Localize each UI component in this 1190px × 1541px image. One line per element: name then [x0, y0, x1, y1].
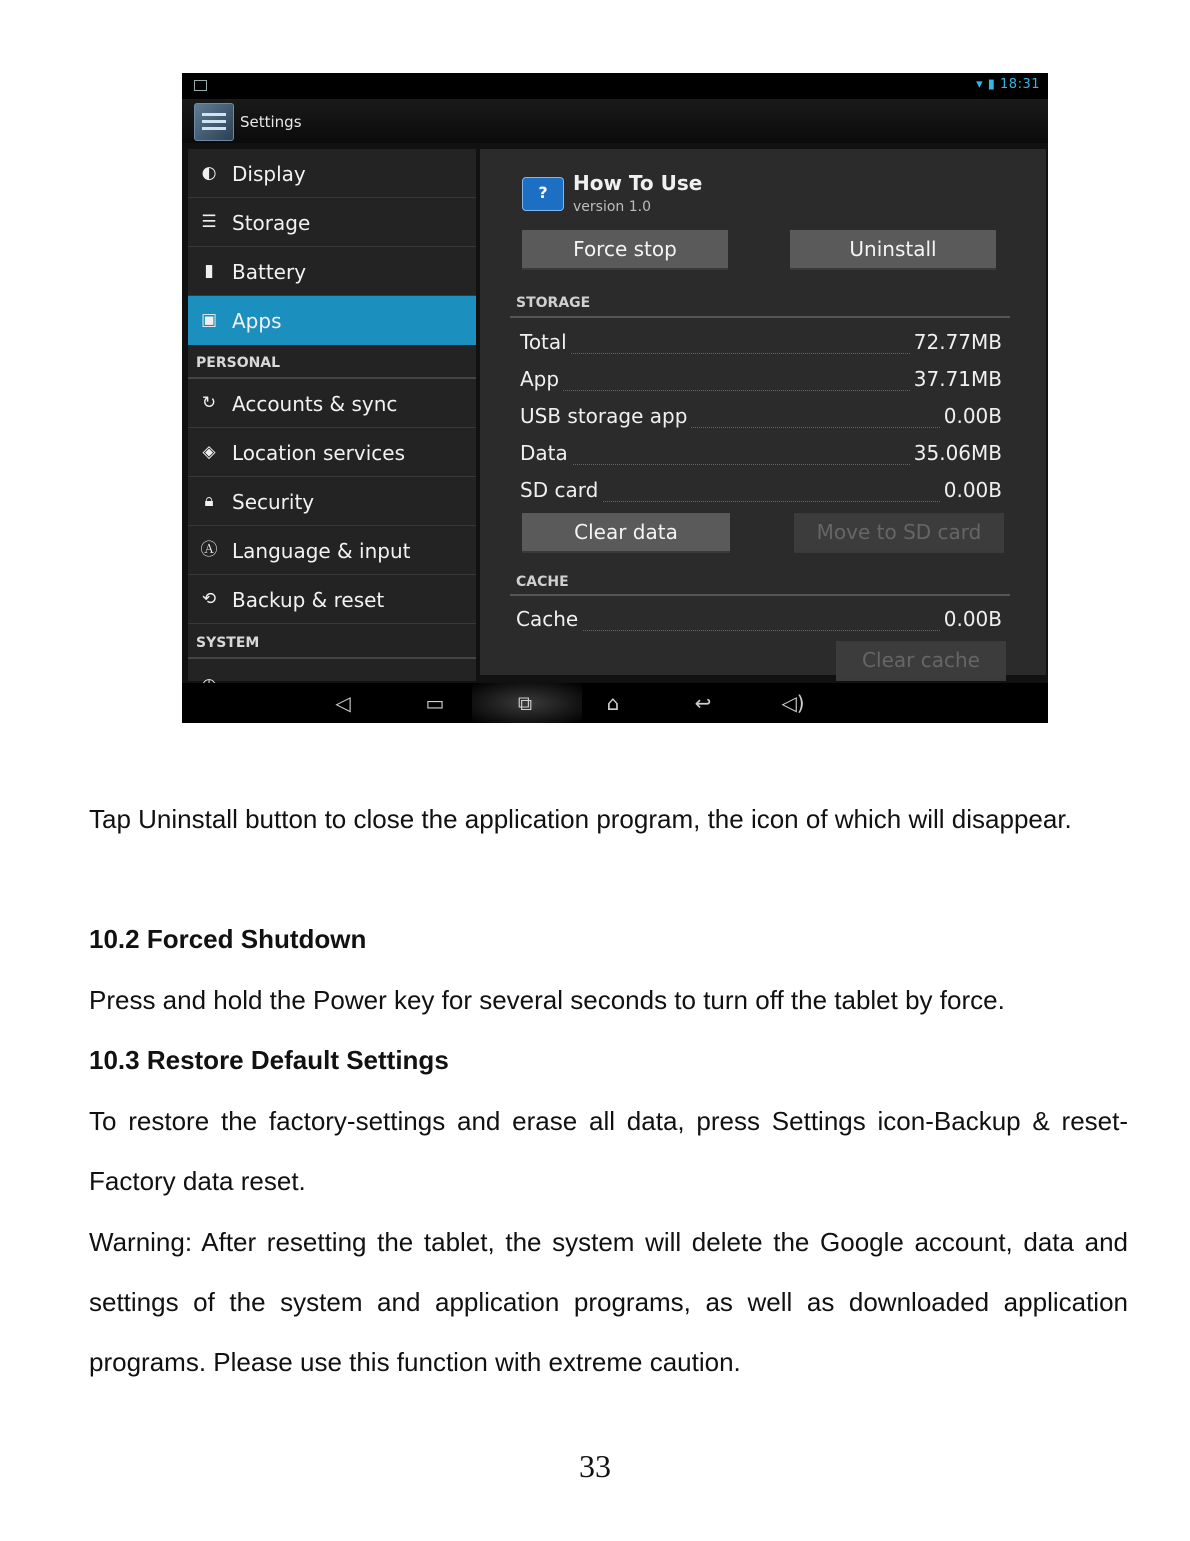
row-value: 0.00B: [940, 478, 1002, 502]
settings-item-label: Security: [232, 490, 315, 514]
settings-item-apps[interactable]: [188, 296, 476, 345]
settings-item-location[interactable]: [188, 428, 476, 477]
apps-icon: ▣: [200, 310, 218, 330]
clear-cache-button[interactable]: Clear cache: [836, 641, 1006, 681]
settings-item-storage[interactable]: [188, 198, 476, 247]
divider: [510, 594, 1010, 596]
back-icon[interactable]: ↩: [694, 691, 712, 715]
section-header-personal: PERSONAL: [196, 355, 281, 371]
settings-item-display[interactable]: [188, 149, 476, 198]
row-value: 72.77MB: [910, 330, 1002, 354]
tablet-screenshot: [182, 73, 1048, 723]
storage-row-data: [520, 441, 1002, 471]
settings-item-label: Accounts & sync: [232, 392, 398, 416]
paragraph-warning: Warning: After resetting the tablet, the system will delete the Google account, data and settings of the system and application programs, as well as downloaded application programs. Please use this function with extreme caution.: [89, 1227, 1128, 1377]
action-bar: [182, 99, 1048, 143]
settings-item-label: Language & input: [232, 539, 411, 563]
row-label: USB storage app: [520, 404, 691, 428]
settings-item-label: Storage: [232, 211, 311, 235]
row-label: SD card: [520, 478, 602, 502]
settings-item-label: Location services: [232, 441, 406, 465]
storage-row-app: [520, 367, 1002, 397]
heading-forced-shutdown: 10.2 Forced Shutdown: [89, 924, 367, 954]
recent-apps-icon[interactable]: ▭: [425, 691, 445, 715]
navigation-bar: [182, 683, 1048, 723]
settings-item-label: Battery: [232, 260, 307, 284]
backup-icon: ⟲: [201, 589, 217, 609]
action-bar-title: Settings: [240, 113, 302, 131]
settings-item-security[interactable]: [188, 477, 476, 526]
settings-item-label: Apps: [232, 309, 282, 333]
volume-up-icon[interactable]: ◁): [781, 691, 805, 715]
help-icon: ?: [522, 177, 564, 211]
settings-icon[interactable]: [194, 103, 234, 141]
volume-down-icon[interactable]: ◁: [335, 691, 351, 715]
divider: [510, 316, 1010, 318]
uninstall-button[interactable]: Uninstall: [790, 230, 996, 270]
sync-icon: ↻: [201, 393, 217, 413]
location-icon: ◈: [202, 442, 216, 462]
paragraph-uninstall: Tap Uninstall button to close the application program, the icon of which will disappear.: [89, 804, 1072, 834]
row-label: Cache: [516, 607, 582, 631]
app-info-panel: [480, 149, 1046, 675]
lock-icon: 🔒︎: [204, 491, 214, 511]
clock: 18:31: [1000, 77, 1040, 92]
settings-item-label: Display: [232, 162, 306, 186]
language-icon: Ⓐ: [200, 540, 218, 560]
row-value: 35.06MB: [910, 441, 1002, 465]
section-header-storage: STORAGE: [516, 295, 591, 311]
settings-item-language[interactable]: [188, 526, 476, 575]
settings-list: [188, 149, 476, 681]
row-label: Total: [520, 330, 571, 354]
settings-item-battery[interactable]: [188, 247, 476, 296]
app-name: How To Use: [573, 171, 703, 195]
row-value: 37.71MB: [910, 367, 1002, 391]
page-number: 33: [579, 1448, 611, 1484]
move-to-sd-button[interactable]: Move to SD card: [794, 513, 1004, 553]
storage-row-sd: [520, 478, 1002, 508]
notification-icon: [194, 80, 207, 91]
section-header-cache: CACHE: [516, 574, 569, 590]
section-header-system: SYSTEM: [196, 635, 260, 651]
battery-icon: ▮: [204, 261, 214, 281]
heading-restore-defaults: 10.3 Restore Default Settings: [89, 1045, 449, 1075]
status-bar: [182, 73, 1048, 99]
display-icon: ◐: [201, 163, 217, 183]
force-stop-button[interactable]: Force stop: [522, 230, 728, 270]
cache-row: [516, 607, 1002, 637]
app-version: version 1.0: [573, 199, 651, 215]
paragraph-forced-shutdown: Press and hold the Power key for several seconds to turn off the tablet by force.: [89, 985, 1005, 1015]
divider: [188, 657, 476, 659]
clear-data-button[interactable]: Clear data: [522, 513, 730, 553]
row-label: App: [520, 367, 563, 391]
settings-content: [182, 143, 1048, 683]
status-time: ▾ ▮ 18:31: [976, 77, 1040, 92]
settings-item-accounts[interactable]: [188, 379, 476, 428]
storage-row-total: [520, 330, 1002, 360]
settings-item-backup[interactable]: [188, 575, 476, 624]
settings-item-label: Backup & reset: [232, 588, 385, 612]
row-label: Data: [520, 441, 572, 465]
storage-row-usb: [520, 404, 1002, 434]
storage-icon: ☰: [201, 212, 217, 232]
screenshot-icon[interactable]: ⧉: [517, 691, 533, 715]
home-icon[interactable]: ⌂: [606, 691, 620, 715]
row-value: 0.00B: [940, 607, 1002, 631]
row-value: 0.00B: [940, 404, 1002, 428]
paragraph-restore: To restore the factory-settings and erase all data, press Settings icon-Backup & reset-Factory data reset.: [89, 1106, 1128, 1196]
